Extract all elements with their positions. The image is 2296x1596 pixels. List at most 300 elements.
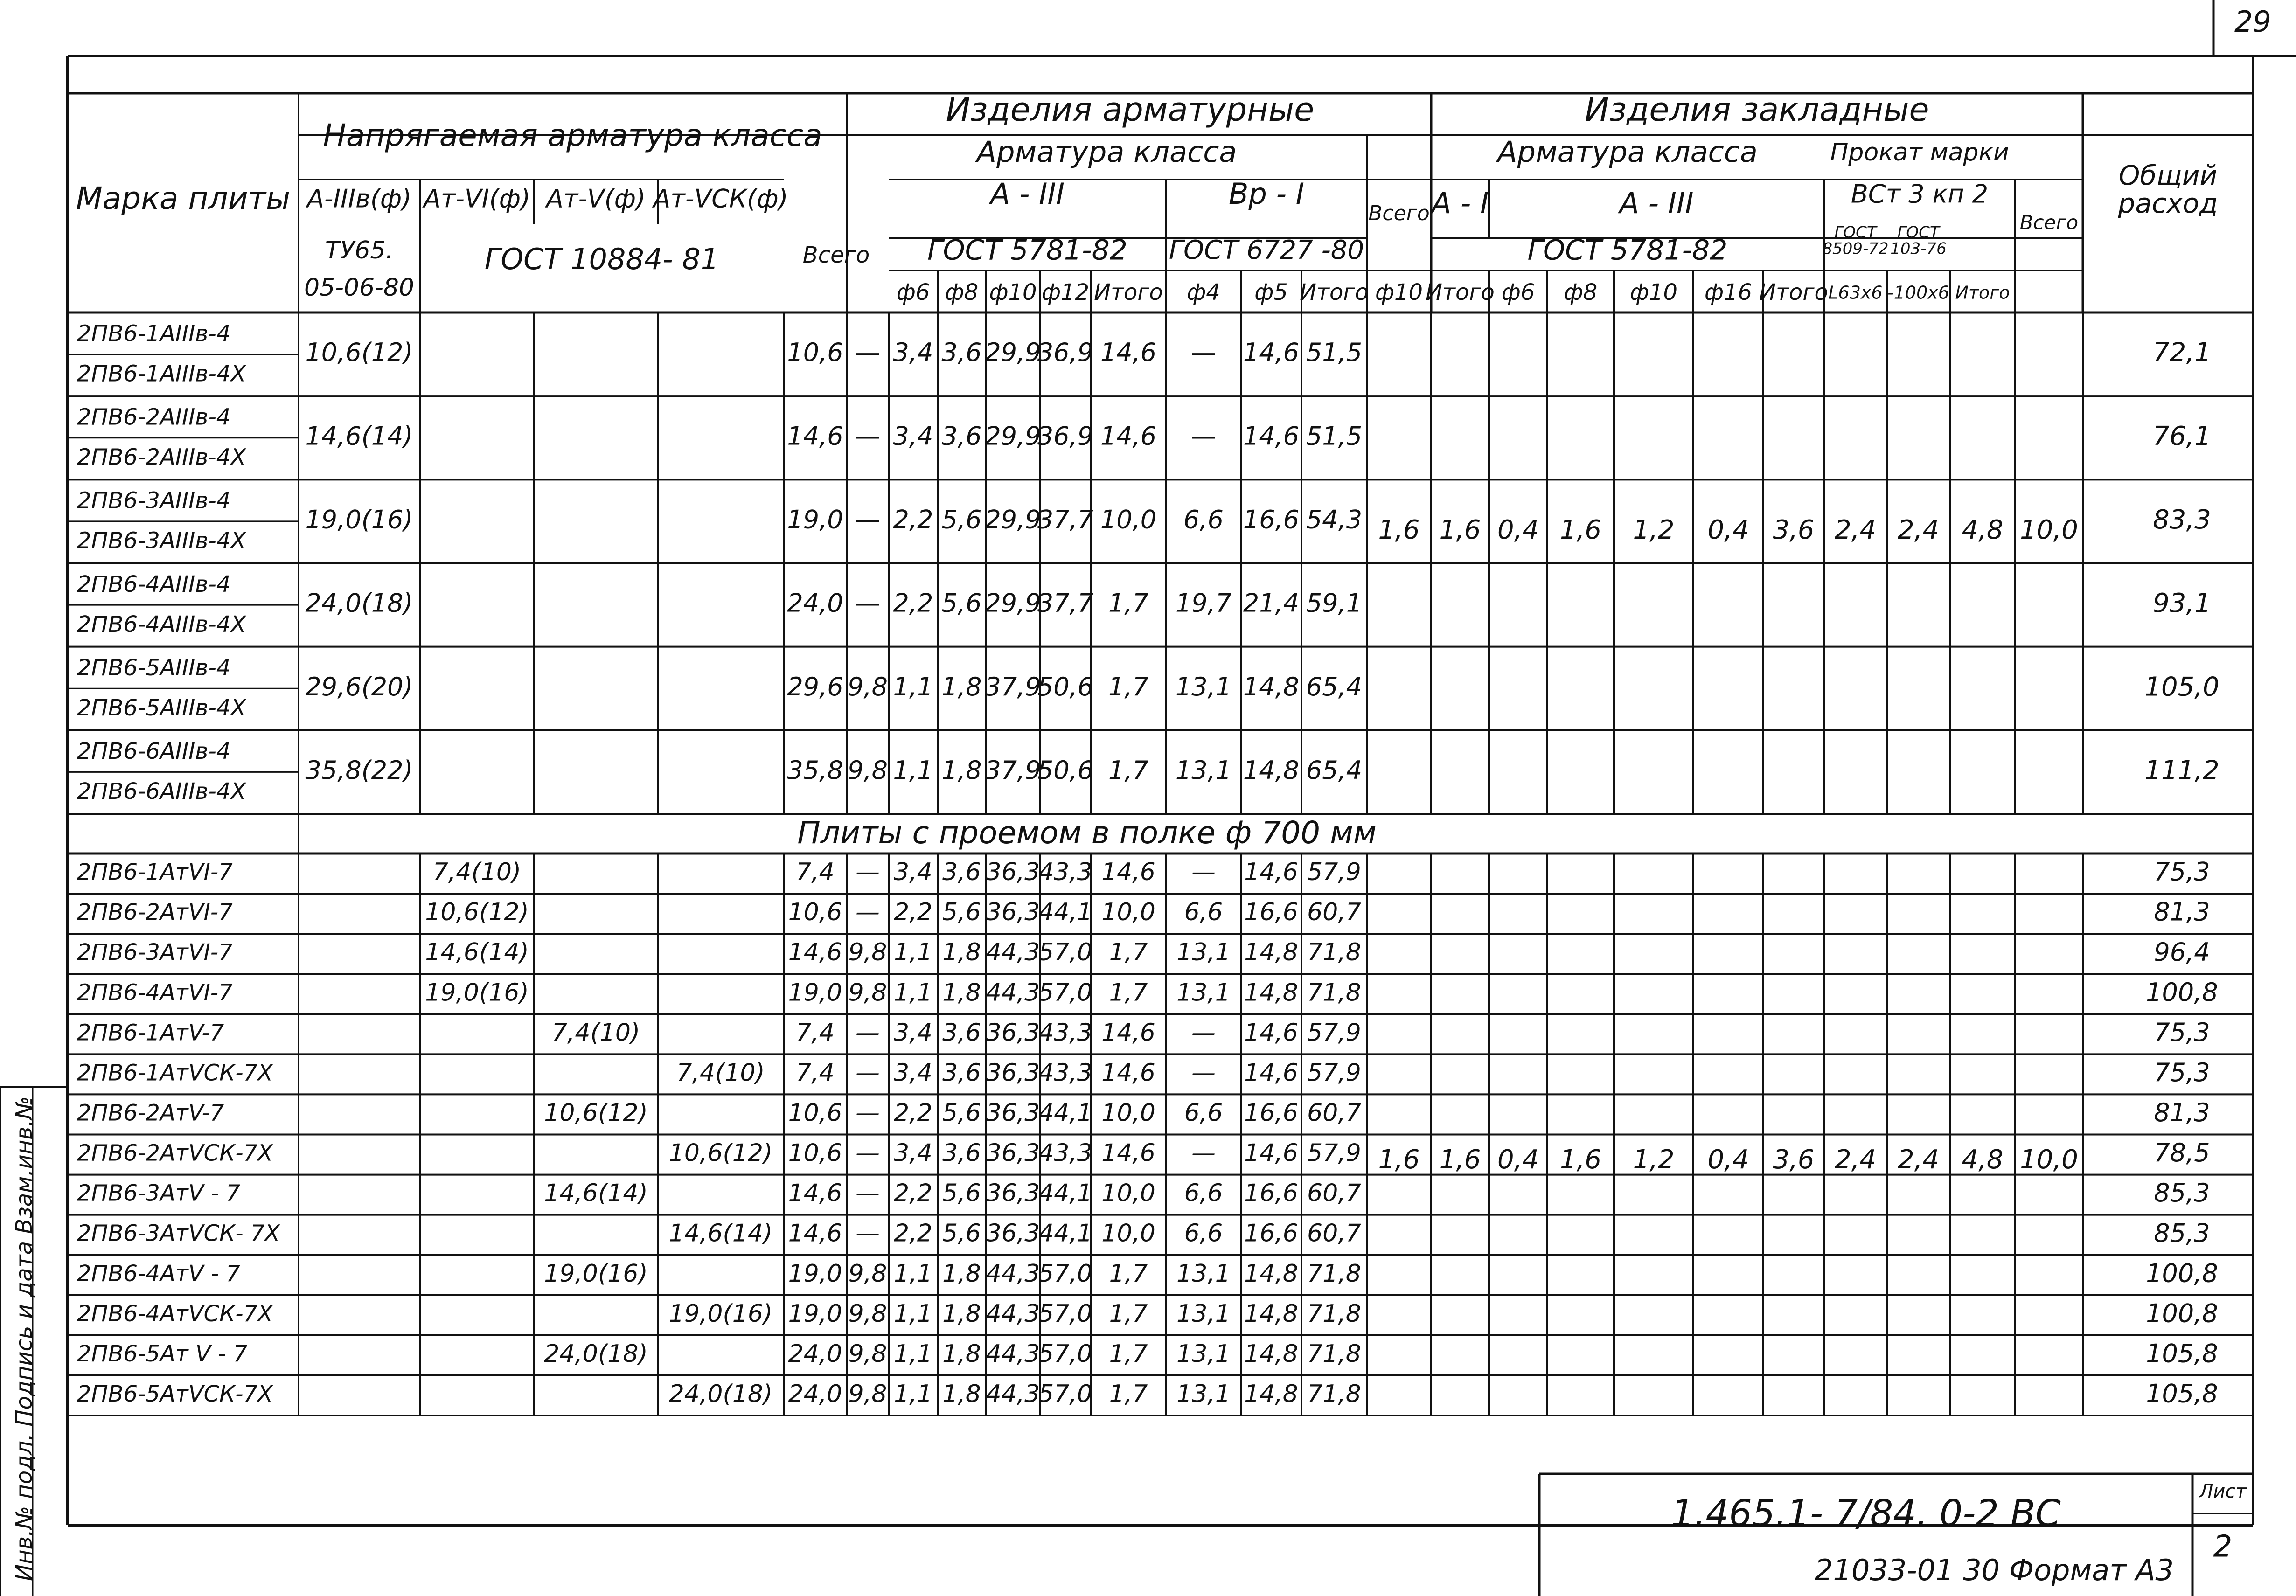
vsego-header-3: Всего — [2019, 211, 2079, 234]
prestress-value: 19,0(16) — [668, 1299, 773, 1328]
reinf-subcol-header: ф4 — [1187, 279, 1220, 305]
prestressed-header: Напрягаемая арматура класса — [323, 118, 822, 154]
value-f10: 5,6 — [942, 898, 981, 927]
value-f12: 36,3 — [986, 1099, 1040, 1127]
value-vs: 24,0 — [788, 1339, 842, 1368]
section-title: Плиты с проемом в полке ф 700 мм — [797, 815, 1377, 851]
gost-5781-b: ГОСТ 5781-82 — [1527, 234, 1728, 267]
value-f10: 1,8 — [941, 672, 982, 701]
value-it2: 14,8 — [1244, 978, 1298, 1007]
gost-103: ГОСТ — [1897, 223, 1940, 242]
prestressed-class-label: Aт-VСК(ф) — [653, 184, 788, 214]
plate-mark: 2ПВ6-2AтV-7 — [77, 1100, 224, 1126]
value-f5: 19,7 — [1175, 588, 1232, 618]
reinf-products-header: Изделия арматурные — [946, 90, 1315, 129]
value-f12: 36,3 — [986, 1139, 1040, 1167]
value-f6: 9,8 — [848, 672, 888, 701]
value-it2: 14,8 — [1243, 672, 1300, 701]
tu-ref: 05-06-80 — [304, 274, 415, 302]
value-f5: — — [1191, 1059, 1216, 1087]
value-f4: 14,6 — [1101, 1019, 1155, 1047]
value-f4: 1,7 — [1109, 1299, 1148, 1328]
total-value: 105,8 — [2146, 1379, 2218, 1409]
value-vs: 7,4 — [796, 1019, 835, 1047]
value-f4: 10,0 — [1101, 1099, 1155, 1127]
value-it1: 57,0 — [1038, 1339, 1092, 1368]
bottom-note: 21033-01 30 Формат А3 — [1815, 1553, 2174, 1587]
gost-8509: 8509-72 — [1822, 239, 1889, 258]
side-stamp-labels: Инв.№ подл. Подпись и дата Взам.инв.№ — [11, 1096, 37, 1581]
value-f6: — — [856, 1059, 880, 1087]
prestress-value: 14,6(14) — [544, 1179, 648, 1207]
total-value: 83,3 — [2153, 505, 2211, 535]
value-it1: 37,7 — [1037, 588, 1094, 618]
prestress-value: 7,4(10) — [551, 1019, 640, 1047]
value-f10: 5,6 — [941, 588, 982, 618]
total-value: 72,1 — [2153, 337, 2211, 368]
value-f4: 1,7 — [1109, 1259, 1148, 1288]
value-f6: 9,8 — [848, 1339, 887, 1368]
embed-value-a3_f8: 1,6 — [1559, 1145, 1602, 1175]
value-f5: — — [1191, 421, 1216, 451]
value-f4: 14,6 — [1100, 421, 1157, 451]
prestress-value: 19,0(16) — [544, 1259, 648, 1288]
value-f4: 1,7 — [1108, 672, 1148, 701]
value-f10: 1,8 — [942, 938, 981, 967]
tu-ref: ТУ65. — [325, 236, 394, 264]
value-it2: 16,6 — [1244, 1099, 1298, 1127]
value-vs: 14,6 — [787, 421, 843, 451]
embed-subcol-header: -100х6 — [1887, 282, 1949, 303]
prestress-value: 29,6(20) — [305, 672, 413, 701]
value-f4: 10,0 — [1101, 1179, 1155, 1207]
value-it1: 57,0 — [1038, 978, 1092, 1007]
value-f4: 10,0 — [1100, 505, 1157, 534]
value-it1: 44,1 — [1038, 1219, 1092, 1248]
plate-mark: 2ПВ6-2AтVI-7 — [77, 899, 233, 926]
gost-10884: ГОСТ 10884- 81 — [484, 242, 719, 277]
total-value: 81,3 — [2154, 1098, 2210, 1128]
total-value: 75,3 — [2154, 1058, 2210, 1088]
value-f10: 5,6 — [942, 1219, 981, 1248]
value-vsego2: 71,8 — [1307, 1380, 1361, 1408]
value-f8: 2,2 — [894, 1219, 932, 1248]
value-f12: 44,3 — [986, 1380, 1040, 1408]
value-f12: 36,3 — [986, 1219, 1040, 1248]
value-it2: 14,6 — [1244, 1059, 1298, 1087]
total-value: 78,5 — [2154, 1138, 2210, 1168]
value-vsego2: 60,7 — [1307, 898, 1361, 927]
reinf-subcol-header: ф5 — [1254, 279, 1288, 305]
plate-mark: 2ПВ6-6AIIIв-4Х — [77, 778, 246, 805]
plate-mark: 2ПВ6-4AIIIв-4Х — [77, 611, 246, 638]
embed-value-a3_f10: 1,2 — [1633, 515, 1675, 546]
value-it1: 43,3 — [1038, 858, 1092, 887]
value-f5: 13,1 — [1176, 1339, 1231, 1368]
mark-column-header: Марка плиты — [76, 180, 291, 217]
total-header: Общий — [2118, 160, 2218, 192]
value-f6: — — [856, 1099, 880, 1127]
plate-mark: 2ПВ6-4AIIIв-4 — [77, 571, 231, 597]
value-f5: 6,6 — [1183, 505, 1224, 534]
value-it2: 16,6 — [1243, 505, 1300, 534]
value-f8: 3,4 — [894, 1139, 932, 1167]
value-f6: 9,8 — [848, 1299, 887, 1328]
value-vsego2: 71,8 — [1307, 1299, 1361, 1328]
value-f6: 9,8 — [848, 938, 887, 967]
document-code: 1.465.1- 7/84. 0-2 ВС — [1671, 1492, 2061, 1535]
embed-value-a3_f16: 0,4 — [1707, 1145, 1749, 1175]
value-f12: 36,3 — [986, 1179, 1040, 1207]
vr1-header: Вр - I — [1229, 177, 1304, 211]
embed-subcol-header: ф16 — [1704, 279, 1753, 305]
value-it1: 57,0 — [1038, 1380, 1092, 1408]
embed-class-header: Арматура класса — [1497, 135, 1758, 169]
prestress-value: 35,8(22) — [305, 756, 413, 785]
plate-mark: 2ПВ6-1AтVСК-7Х — [77, 1060, 273, 1086]
value-f6: — — [856, 858, 880, 887]
value-it1: 43,3 — [1038, 1019, 1092, 1047]
value-vs: 24,0 — [788, 1380, 842, 1408]
reinf-subcol-header: Итого — [1094, 279, 1163, 305]
value-vsego2: 57,9 — [1307, 1019, 1361, 1047]
value-f8: 2,2 — [894, 1179, 932, 1207]
value-it1: 36,9 — [1037, 338, 1094, 368]
total-value: 93,1 — [2153, 588, 2211, 619]
value-it2: 14,6 — [1244, 858, 1298, 887]
value-it2: 16,6 — [1244, 1219, 1298, 1248]
value-vsego2: 51,5 — [1306, 421, 1363, 451]
reinf-subcol-header: ф8 — [945, 279, 979, 305]
value-f10: 5,6 — [941, 505, 982, 534]
value-f8: 1,1 — [894, 1259, 932, 1288]
value-f10: 3,6 — [942, 1019, 981, 1047]
value-it2: 14,6 — [1244, 1139, 1298, 1167]
value-f12: 37,9 — [985, 672, 1041, 701]
value-f8: 2,2 — [893, 588, 933, 618]
value-vs: 19,0 — [788, 1299, 842, 1328]
value-it1: 44,1 — [1038, 1179, 1092, 1207]
plate-mark: 2ПВ6-3AтVСК- 7Х — [77, 1220, 280, 1247]
plate-mark: 2ПВ6-3AтV - 7 — [77, 1180, 240, 1207]
embed-value-vsego: 10,0 — [2020, 515, 2078, 546]
sheet-number: 2 — [2213, 1529, 2233, 1564]
sheet-label: Лист — [2199, 1481, 2247, 1502]
prestressed-class-label: A-IIIв(ф) — [306, 184, 412, 214]
prestress-value: 14,6(14) — [305, 421, 413, 451]
value-f10: 1,8 — [942, 1380, 981, 1408]
prestress-value: 14,6(14) — [668, 1219, 773, 1248]
embed-subcol-header: Итого — [1955, 282, 2010, 303]
total-value: 100,8 — [2146, 1258, 2218, 1288]
total-value: 85,3 — [2154, 1178, 2210, 1208]
value-vs: 7,4 — [796, 1059, 835, 1087]
value-f5: — — [1191, 1019, 1216, 1047]
value-it2: 14,8 — [1244, 1380, 1298, 1408]
value-f12: 29,9 — [985, 588, 1041, 618]
embed-value-a3_f16: 0,4 — [1707, 515, 1749, 546]
value-it1: 57,0 — [1038, 1299, 1092, 1328]
vst-header: ВСт 3 кп 2 — [1851, 179, 1989, 209]
value-f4: 14,6 — [1101, 1059, 1155, 1087]
embed-value-l63: 2,4 — [1834, 515, 1877, 546]
value-f10: 3,6 — [942, 858, 981, 887]
prestress-value: 10,6(12) — [544, 1099, 648, 1127]
value-f5: 6,6 — [1184, 1179, 1223, 1207]
value-f10: 3,6 — [941, 338, 982, 368]
value-it1: 43,3 — [1038, 1139, 1092, 1167]
value-it1: 37,7 — [1037, 505, 1094, 534]
value-f6: — — [855, 421, 880, 451]
value-it2: 16,6 — [1244, 1179, 1298, 1207]
value-f4: 1,7 — [1109, 938, 1148, 967]
value-it2: 14,8 — [1244, 1259, 1298, 1288]
value-f8: 2,2 — [893, 505, 933, 534]
total-value: 85,3 — [2154, 1218, 2210, 1248]
value-it1: 44,1 — [1038, 898, 1092, 927]
embed-value-a1_f10: 1,6 — [1378, 515, 1420, 546]
embed-value-p100: 2,4 — [1897, 1145, 1940, 1175]
value-f6: 9,8 — [848, 1380, 887, 1408]
value-f5: 6,6 — [1184, 1219, 1223, 1248]
value-vs: 14,6 — [788, 1179, 842, 1207]
value-f6: 9,8 — [848, 1259, 887, 1288]
value-f8: 3,4 — [893, 338, 933, 368]
value-vsego2: 60,7 — [1307, 1099, 1361, 1127]
plate-mark: 2ПВ6-4AтVСК-7Х — [77, 1300, 273, 1327]
value-f8: 1,1 — [894, 1299, 932, 1328]
embed-subcol-header: ф8 — [1564, 279, 1598, 305]
plate-mark: 2ПВ6-1AIIIв-4Х — [77, 361, 246, 387]
value-it2: 14,6 — [1243, 421, 1300, 451]
value-f10: 1,8 — [942, 1339, 981, 1368]
plate-mark: 2ПВ6-2AIIIв-4Х — [77, 444, 246, 471]
value-f12: 44,3 — [986, 1259, 1040, 1288]
embed-subcol-header: ф10 — [1629, 279, 1678, 305]
value-vsego2: 51,5 — [1306, 338, 1363, 368]
total-value: 105,0 — [2144, 672, 2219, 702]
value-vs: 24,0 — [787, 588, 843, 618]
value-f6: — — [856, 1139, 880, 1167]
value-f5: 13,1 — [1176, 1299, 1231, 1328]
prestress-value: 24,0(18) — [544, 1339, 648, 1368]
value-f10: 3,6 — [941, 421, 982, 451]
value-f6: — — [856, 1179, 880, 1207]
value-vsego2: 71,8 — [1307, 1339, 1361, 1368]
value-f12: 36,3 — [986, 898, 1040, 927]
value-f5: 13,1 — [1176, 978, 1231, 1007]
value-vsego2: 60,7 — [1307, 1179, 1361, 1207]
vsego-header-2: Всего — [1368, 201, 1430, 225]
value-f6: 9,8 — [848, 978, 887, 1007]
value-f5: 13,1 — [1175, 756, 1232, 785]
value-f5: — — [1191, 858, 1216, 887]
total-header: расход — [2118, 187, 2218, 220]
value-f8: 2,2 — [894, 898, 932, 927]
value-f4: 14,6 — [1101, 858, 1155, 887]
value-f12: 29,9 — [985, 421, 1041, 451]
value-f4: 1,7 — [1109, 978, 1148, 1007]
value-it1: 36,9 — [1037, 421, 1094, 451]
embed-value-a1_it: 1,6 — [1439, 515, 1481, 546]
prestressed-class-label: Aт-VI(ф) — [423, 184, 531, 214]
value-f6: — — [855, 588, 880, 618]
a1-header: A - I — [1431, 186, 1489, 221]
value-f8: 3,4 — [894, 858, 932, 887]
embed-value-a3_f10: 1,2 — [1633, 1145, 1675, 1175]
value-f10: 5,6 — [942, 1099, 981, 1127]
value-f4: 10,0 — [1101, 1219, 1155, 1248]
value-f10: 1,8 — [942, 1299, 981, 1328]
value-f6: — — [856, 1219, 880, 1248]
total-value: 81,3 — [2154, 897, 2210, 927]
embed-value-a3_f6: 0,4 — [1497, 1145, 1539, 1175]
plate-mark: 2ПВ6-6AIIIв-4 — [77, 738, 231, 765]
plate-mark: 2ПВ6-2AтVСК-7Х — [77, 1140, 273, 1166]
value-vs: 14,6 — [788, 1219, 842, 1248]
prestress-value: 24,0(18) — [305, 588, 413, 618]
value-it1: 50,6 — [1037, 672, 1094, 701]
value-f4: 10,0 — [1101, 898, 1155, 927]
plate-mark: 2ПВ6-4AтV - 7 — [77, 1260, 240, 1287]
value-f4: 14,6 — [1101, 1139, 1155, 1167]
gost-8509: ГОСТ — [1834, 223, 1877, 242]
embed-value-vsego: 10,0 — [2020, 1145, 2078, 1175]
prestress-value: 10,6(12) — [668, 1139, 773, 1167]
value-f8: 3,4 — [894, 1019, 932, 1047]
value-vs: 19,0 — [787, 505, 843, 534]
value-f6: 9,8 — [848, 756, 888, 785]
value-f8: 2,2 — [894, 1099, 932, 1127]
value-vsego2: 65,4 — [1306, 672, 1363, 701]
value-it1: 57,0 — [1038, 938, 1092, 967]
value-vs: 29,6 — [787, 672, 843, 701]
embed-subcol-header: ф10 — [1375, 279, 1423, 305]
value-it2: 16,6 — [1244, 898, 1298, 927]
plate-mark: 2ПВ6-3AIIIв-4Х — [77, 527, 246, 554]
value-f8: 1,1 — [893, 672, 933, 701]
value-vsego2: 71,8 — [1307, 1259, 1361, 1288]
value-f5: 13,1 — [1176, 1259, 1231, 1288]
prestress-value: 19,0(16) — [425, 978, 529, 1007]
value-vs: 7,4 — [796, 858, 835, 887]
value-f12: 29,9 — [985, 505, 1041, 534]
value-vs: 10,6 — [788, 1099, 842, 1127]
plate-mark: 2ПВ6-3AIIIв-4 — [77, 487, 231, 514]
total-value: 105,8 — [2146, 1339, 2218, 1368]
value-f5: 13,1 — [1176, 1380, 1231, 1408]
value-f8: 3,4 — [894, 1059, 932, 1087]
value-vs: 19,0 — [788, 978, 842, 1007]
prestress-value: 10,6(12) — [425, 898, 529, 927]
value-it1: 44,1 — [1038, 1099, 1092, 1127]
value-f8: 1,1 — [894, 1339, 932, 1368]
reinf-subcol-header: ф12 — [1041, 279, 1090, 305]
plate-mark: 2ПВ6-5Aт V - 7 — [77, 1340, 248, 1367]
embed-value-a3_it: 3,6 — [1773, 1145, 1815, 1175]
embed-subcol-header: Итого — [1426, 279, 1495, 305]
plate-mark: 2ПВ6-5AIIIв-4 — [77, 655, 231, 681]
value-it2: 14,8 — [1243, 756, 1300, 785]
value-f6: — — [855, 505, 880, 534]
prestress-value: 7,4(10) — [432, 858, 522, 887]
embed-products-header: Изделия закладные — [1585, 90, 1929, 129]
value-vsego2: 59,1 — [1306, 588, 1363, 618]
embed-subcol-header: L63х6 — [1828, 282, 1883, 303]
value-f12: 44,3 — [986, 1339, 1040, 1368]
value-vs: 10,6 — [788, 898, 842, 927]
value-f4: 1,7 — [1108, 756, 1148, 785]
value-f12: 44,3 — [986, 938, 1040, 967]
value-it1: 43,3 — [1038, 1059, 1092, 1087]
value-f5: — — [1191, 1139, 1216, 1167]
reinf-subcol-header: Итого — [1300, 279, 1369, 305]
total-value: 100,8 — [2146, 977, 2218, 1007]
value-f5: 13,1 — [1176, 938, 1231, 967]
value-f8: 1,1 — [894, 938, 932, 967]
value-f12: 44,3 — [986, 978, 1040, 1007]
value-vsego2: 65,4 — [1306, 756, 1363, 785]
value-vsego2: 71,8 — [1307, 938, 1361, 967]
value-f5: 6,6 — [1184, 1099, 1223, 1127]
plate-mark: 2ПВ6-5AтVСК-7Х — [77, 1381, 273, 1407]
plate-mark: 2ПВ6-4AтVI-7 — [77, 979, 233, 1006]
value-f10: 3,6 — [942, 1139, 981, 1167]
value-f10: 5,6 — [942, 1179, 981, 1207]
plate-mark: 2ПВ6-1AтVI-7 — [77, 859, 233, 886]
gost-5781-a: ГОСТ 5781-82 — [927, 234, 1127, 267]
sheet-number-top: 29 — [2234, 5, 2271, 39]
vsego-header: Всего — [802, 242, 870, 268]
embed-subcol-header: Итого — [1759, 279, 1828, 305]
total-value: 76,1 — [2153, 421, 2211, 451]
a3-header: A - III — [990, 177, 1065, 211]
value-f10: 3,6 — [942, 1059, 981, 1087]
value-f5: 6,6 — [1184, 898, 1223, 927]
value-f4: 14,6 — [1100, 338, 1157, 368]
value-f5: 13,1 — [1175, 672, 1232, 701]
plate-mark: 2ПВ6-2AIIIв-4 — [77, 404, 231, 430]
embed-value-pr_it: 4,8 — [1962, 515, 2004, 546]
value-it1: 57,0 — [1038, 1259, 1092, 1288]
value-it2: 21,4 — [1243, 588, 1300, 618]
value-it2: 14,8 — [1244, 938, 1298, 967]
value-f8: 1,1 — [894, 1380, 932, 1408]
embed-value-a1_it: 1,6 — [1439, 1145, 1481, 1175]
value-vsego2: 57,9 — [1307, 858, 1361, 887]
prestress-value: 10,6(12) — [305, 338, 413, 368]
value-it2: 14,6 — [1243, 338, 1300, 368]
value-vs: 10,6 — [787, 338, 843, 368]
reinf-subcol-header: ф10 — [989, 279, 1037, 305]
value-f8: 1,1 — [893, 756, 933, 785]
embed-value-pr_it: 4,8 — [1962, 1145, 2004, 1175]
rolled-steel-header: Прокат марки — [1830, 139, 2009, 167]
value-vsego2: 60,7 — [1307, 1219, 1361, 1248]
value-f5: — — [1191, 338, 1216, 368]
value-f6: — — [856, 898, 880, 927]
embed-value-a1_f10: 1,6 — [1378, 1145, 1420, 1175]
value-f8: 1,1 — [894, 978, 932, 1007]
value-f12: 29,9 — [985, 338, 1041, 368]
value-vsego2: 57,9 — [1307, 1139, 1361, 1167]
prestress-value: 7,4(10) — [676, 1059, 765, 1087]
plate-mark: 2ПВ6-1AтV-7 — [77, 1020, 224, 1046]
value-vs: 19,0 — [788, 1259, 842, 1288]
plate-mark: 2ПВ6-1AIIIв-4 — [77, 320, 231, 347]
value-f4: 1,7 — [1109, 1339, 1148, 1368]
a3b-header: A - III — [1619, 186, 1694, 221]
